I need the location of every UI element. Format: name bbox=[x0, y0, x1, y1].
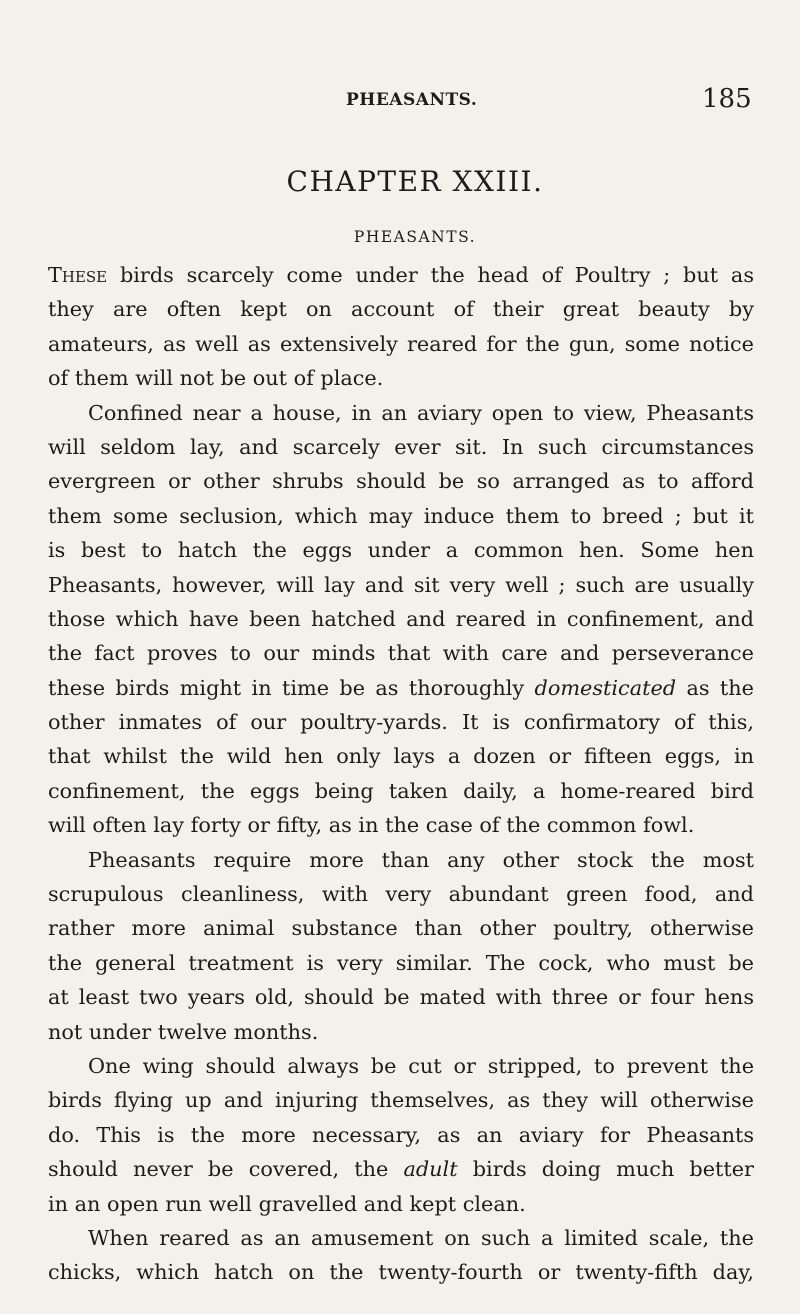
running-head bbox=[0, 86, 800, 116]
text-line: is best to hatch the eggs under a common hen. Some hen bbox=[48, 538, 754, 563]
text-line: will often lay forty or fifty, as in the case of the common fowl. bbox=[48, 813, 695, 838]
text-line: in an open run well gravelled and kept clean. bbox=[48, 1191, 526, 1216]
text-line: confinement, the eggs being taken daily, a home-reared bird bbox=[48, 778, 754, 803]
text-line: rather more animal substance than other poultry, otherwise bbox=[48, 916, 754, 941]
text-line: not under twelve months. bbox=[48, 1019, 319, 1044]
text-line: Pheasants require more than any other stock the most bbox=[88, 847, 754, 872]
page-number: 185 bbox=[702, 84, 752, 114]
text-line: those which have been hatched and reared in confinement, and bbox=[48, 606, 754, 631]
body-text bbox=[48, 258, 754, 1290]
text-line: scrupulous cleanliness, with very abundant green food, and bbox=[48, 882, 754, 907]
text-line: that whilst the wild hen only lays a dozen or fifteen eggs, in bbox=[48, 744, 754, 769]
text-line: these birds might in time be as thoroughly domesticated as the bbox=[48, 675, 754, 700]
text-line: Confined near a house, in an aviary open to view, Pheasants bbox=[88, 400, 754, 425]
text-line: will seldom lay, and scarcely ever sit. In such circumstances bbox=[48, 434, 754, 459]
opening-word: These bbox=[48, 263, 108, 287]
text-line: These birds scarcely come under the head of Poultry ; but as bbox=[48, 263, 754, 287]
chapter-title: CHAPTER XXIII. bbox=[286, 165, 544, 198]
text-line: at least two years old, should be mated with three or four hens bbox=[48, 985, 754, 1010]
text-line: evergreen or other shrubs should be so arranged as to afford bbox=[48, 469, 754, 494]
text-line: the fact proves to our minds that with care and perseverance bbox=[48, 641, 754, 666]
text-line: chicks, which hatch on the twenty-fourth or twenty-fifth day, bbox=[48, 1260, 754, 1285]
text-line: of them will not be out of place. bbox=[48, 366, 384, 391]
chapter-subtitle: PHEASANTS. bbox=[353, 228, 477, 246]
emphasis: domesticated bbox=[534, 675, 677, 700]
text-line: should never be covered, the adult birds doing much better bbox=[48, 1157, 754, 1182]
text-line: Pheasants, however, will lay and sit very well ; such are usually bbox=[48, 572, 754, 597]
text-line: they are often kept on account of their great beauty by bbox=[48, 297, 754, 322]
text-line: When reared as an amusement on such a limited scale, the bbox=[88, 1225, 754, 1250]
text-line: One wing should always be cut or stripped, to prevent the bbox=[88, 1053, 754, 1078]
text-line: birds flying up and injuring themselves, as they will otherwise bbox=[48, 1088, 754, 1113]
text-line: do. This is the more necessary, as an aviary for Pheasants bbox=[48, 1122, 754, 1147]
text-line: amateurs, as well as extensively reared for the gun, some notice bbox=[48, 331, 754, 356]
text-line: other inmates of our poultry-yards. It is confirmatory of this, bbox=[48, 710, 754, 735]
emphasis: adult bbox=[403, 1157, 458, 1182]
text-line: the general treatment is very similar. The cock, who must be bbox=[48, 950, 754, 975]
text-line: them some seclusion, which may induce them to breed ; but it bbox=[48, 503, 754, 528]
running-title: PHEASANTS. bbox=[346, 90, 478, 110]
